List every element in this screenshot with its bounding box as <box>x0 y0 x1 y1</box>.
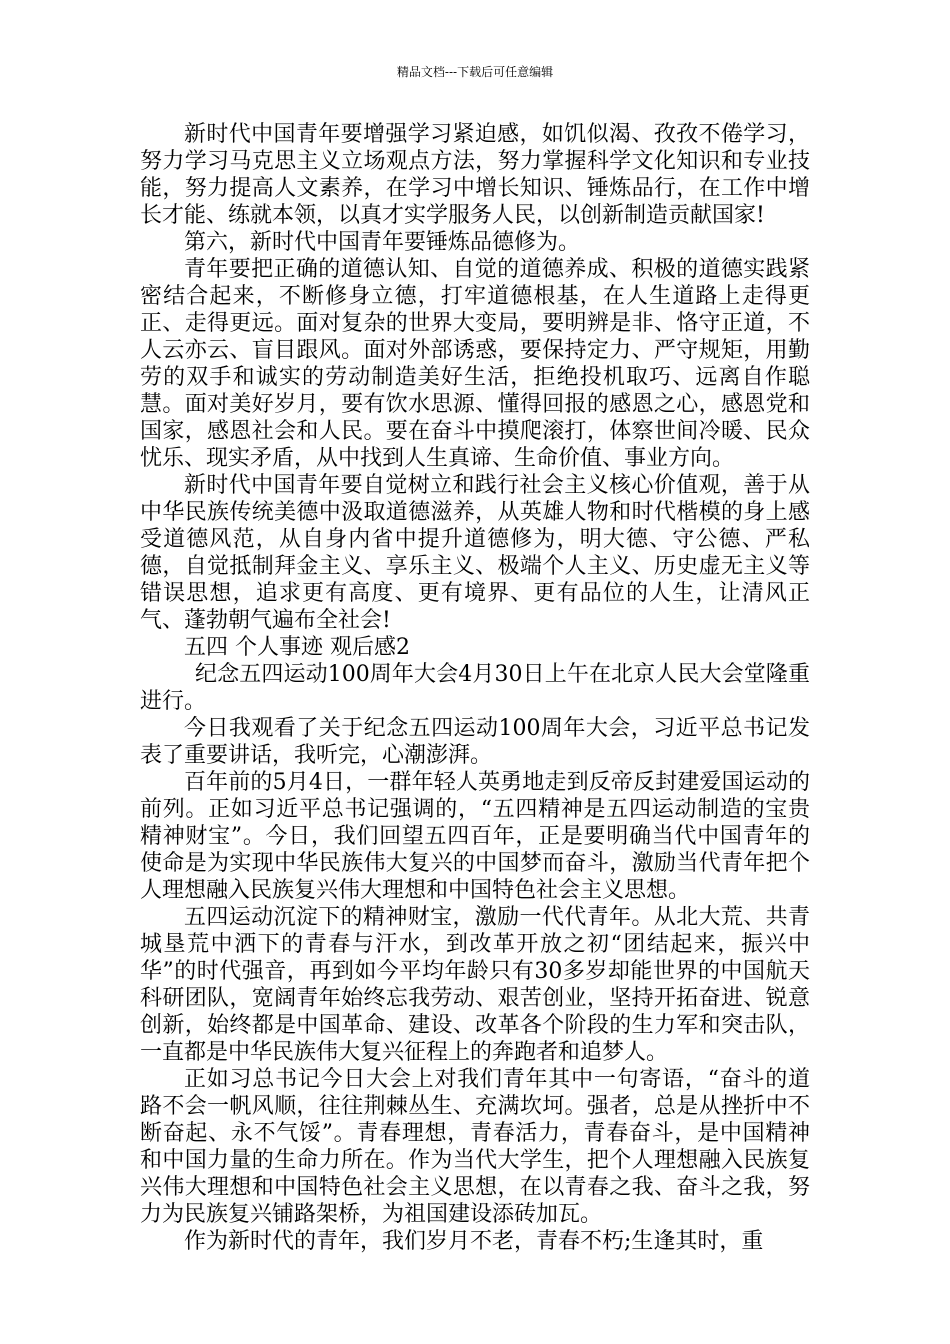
page-header: 精品文档---下载后可任意编辑 <box>396 65 554 79</box>
paragraph-event: 纪念五四运动100周年大会4月30日上午在北京人民大会堂隆重进行。 <box>140 662 810 714</box>
paragraph-morality: 青年要把正确的道德认知、自觉的道德养成、积极的道德实践紧密结合起来，不断修身立德，打牢道德根基，在人生道路上走得更正、走得更远。面对复杂的世界大变局，要明辨是非、恪守正道，不人云亦云、盲目跟风。面对外部诱惑，要保持定力、严守规矩，用勤劳的双手和诚实的劳动制造美好生活，拒绝投机取巧、远离自作聪慧。面对美好岁月，要有饮水思源、懂得回报的感恩之心，感恩党和国家，感恩社会和人民。要在奋斗中摸爬滚打，体察世间冷暖、民众忧乐、现实矛盾，从中找到人生真谛、生命价值、事业方向。 <box>140 257 810 471</box>
article-title: 五四 个人事迹 观后感2 <box>184 635 410 660</box>
paragraph-history: 百年前的5月4日，一群年轻人英勇地走到反帝反封建爱国运动的前列。正如习近平总书记强调的，“五四精神是五四运动制造的宝贵精神财宝”。今日，我们回望五四百年，正是要明确当代中国青年的使命是为实现中华民族伟大复兴的中国梦而奋斗，激励当代青年把个人理想融入民族复兴伟大理想和中国特色社会主义思想。 <box>140 770 810 903</box>
section-heading-six: 第六，新时代中国青年要锤炼品德修为。 <box>184 230 581 255</box>
paragraph-quote: 正如习总书记今日大会上对我们青年其中一句寄语，“奋斗的道路不会一帆风顺，往往荆棘丛生、充满坎坷。强者，总是从挫折中不断奋起、永不气馁”。青春理想，青春活力，青春奋斗，是中国精神和中国力量的生命力所在。作为当代大学生，把个人理想融入民族复兴伟大理想和中国特色社会主义思想，在以青春之我、奋斗之我，努力为民族复兴铺路架桥，为祖国建设添砖加瓦。 <box>140 1067 810 1227</box>
paragraph-spirit: 五四运动沉淀下的精神财宝，激励一代代青年。从北大荒、共青城垦荒中洒下的青春与汗水，到改革开放之初“团结起来，振兴中华”的时代强音，再到如今平均年龄只有30多岁却能世界的中国航天科研团队，宽阔青年始终忘我劳动、艰苦创业，坚持开拓奋进、锐意创新，始终都是中国革命、建设、改革各个阶段的生力军和突击队，一直都是中华民族伟大复兴征程上的奔跑者和追梦人。 <box>140 905 810 1065</box>
paragraph-closing: 作为新时代的青年，我们岁月不老，青春不朽;生逢其时，重 <box>184 1229 764 1254</box>
document-body <box>140 121 810 1255</box>
paragraph-study: 新时代中国青年要增强学习紧迫感，如饥似渴、孜孜不倦学习，努力学习马克思主义立场观点方法，努力掌握科学文化知识和专业技能，努力提高人文素养，在学习中增长知识、锤炼品行，在工作中增长才能、练就本领，以真才实学服务人民，以创新制造贡献国家! <box>140 122 810 228</box>
paragraph-core-values: 新时代中国青年要自觉树立和践行社会主义核心价值观，善于从中华民族传统美德中汲取道德滋养，从英雄人物和时代楷模的身上感受道德风范，从自身内省中提升道德修为，明大德、守公德、严私德，自觉抵制拜金主义、享乐主义、极端个人主义、历史虚无主义等错误思想，追求更有高度、更有境界、更有品位的人生，让清风正气、蓬勃朝气遍布全社会! <box>140 473 810 633</box>
paragraph-watched: 今日我观看了关于纪念五四运动100周年大会，习近平总书记发表了重要讲话，我听完，心潮澎湃。 <box>140 716 810 768</box>
